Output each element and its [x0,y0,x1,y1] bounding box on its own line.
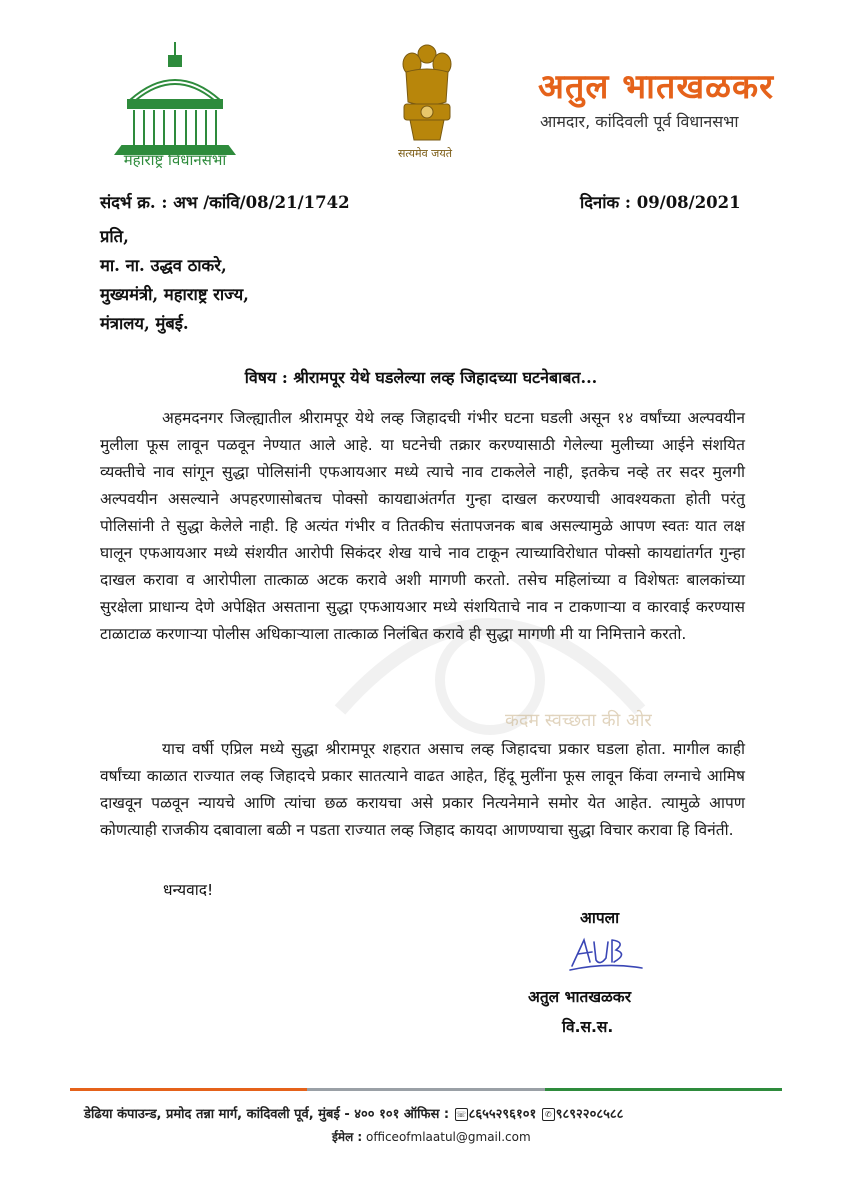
body-paragraph-2: याच वर्षी एप्रिल मध्ये सुद्धा श्रीरामपूर शहरात असाच लव्ह जिहादचा प्रकार घडला होता. मागील काही वर्षांच्या काळात राज्यात लव्ह जिहादचे प्रकार सातत्याने वाढत आहेत, हिंदू मुलींना फूस लावून किंवा लग्नाचे आमिष दाखवून पळवून न्यायचे आणि त्यांचा छळ करायचा असे प्रकार नित्यनेमाने समोर येत आहेत. त्यामुळे आपण कोणत्याही राजकीय दबावाला बळी न पडता राज्यात लव्ह जिहाद कायदा आणण्याचा सुद्धा विचार करावा हि विनंती. [100,740,745,839]
signer-name: अतुल भातखळकर [528,988,632,1006]
mobile-phone: ९८९२२०८५८८ [555,1107,624,1122]
footer-address-text: डेढिया कंपाउन्ड, प्रमोद तन्ना मार्ग, कांदिवली पूर्व, मुंबई - ४०० १०१ ऑफिस : [84,1107,450,1122]
mla-name: अतुल भातखळकर [538,67,775,107]
address-line: मुख्यमंत्री, महाराष्ट्र राज्य, [100,285,249,304]
email-label: ईमेल : [332,1130,363,1144]
watermark-text: कदम स्वच्छता की ओर [505,710,652,731]
address-line: मंत्रालय, मुंबई. [100,314,189,333]
footer-address [84,1104,623,1122]
reference-number: संदर्भ क्र. : अभ /कांवि/08/21/1742 [100,193,350,212]
thanks-text: धन्यवाद! [163,881,214,899]
footer-email [332,1128,531,1145]
letter-subject: विषय : श्रीरामपूर येथे घडलेल्या लव्ह जिहादच्या घटनेबाबत... [244,368,598,387]
address-line: मा. ना. उद्धव ठाकरे, [100,256,227,275]
email-address: officeofmlaatul@gmail.com [366,1130,531,1144]
recipient-address [100,222,249,338]
closing-yours: आपला [580,909,620,927]
body-paragraph-1: अहमदनगर जिल्ह्यातील श्रीरामपूर येथे लव्ह जिहादची गंभीर घटना घडली असून १४ वर्षांच्या अल्पवयीन मुलीला फूस लावून पळवून नेण्यात आले आहे. या घटनेची तक्रार करण्यासाठी गेलेल्या मुलीच्या आईने संशयित व्यक्तीचे नाव सांगून सुद्धा पोलिसांनी एफआयआर मध्ये त्याचे नाव टाकलेले नाही, इतकेच नव्हे तर सदर मुलगी अल्पवयीन असल्याने अपहरणासोबतच पोक्सो कायद्याअंतर्गत गुन्हा दाखल करण्याची आवश्यकता होती परंतु पोलिसांनी ते सुद्धा केलेले नाही. हि अत्यंत गंभीर व तितकीच संतापजनक बाब असल्यामुळे आपण स्वतः यात लक्ष घालून एफआयआर मध्ये संशयीत आरोपी सिकंदर शेख याचे नाव टाकून त्याच्याविरोधात पोक्सो कायद्यांतर्गत गुन्हा दाखल करावा व आरोपीला तात्काळ अटक करावे अशी मागणी करतो. तसेच महिलांच्या व विशेषतः बालकांच्या सुरक्षेला प्राधान्य देणे अपेक्षित असताना सुद्धा एफआयआर मध्ये संशयिताचे नाव न टाकणाऱ्या व कारवाई करण्यास टाळाटाळ करणाऱ्या पोलीस अधिकाऱ्याला तात्काळ निलंबित करावे ही सुद्धा मागणी मी या निमित्ताने करतो. [100,409,745,643]
national-emblem-icon [392,40,462,150]
letter-date: दिनांक : 09/08/2021 [580,193,741,212]
vidhan-sabha-caption: महाराष्ट्र विधानसभा [123,151,227,169]
mla-title: आमदार, कांदिवली पूर्व विधानसभा [540,112,739,131]
signer-designation: वि.स.स. [562,1018,614,1036]
footer-divider [70,1088,782,1091]
emblem-motto: सत्यमेव जयते [397,147,452,160]
phone-icon: ☏ [456,1110,467,1119]
signature-image [566,932,646,976]
address-line: प्रति, [100,227,129,246]
office-phone: ८६५५२९६१०१ [468,1107,537,1122]
mobile-icon: ✆ [542,1108,555,1121]
